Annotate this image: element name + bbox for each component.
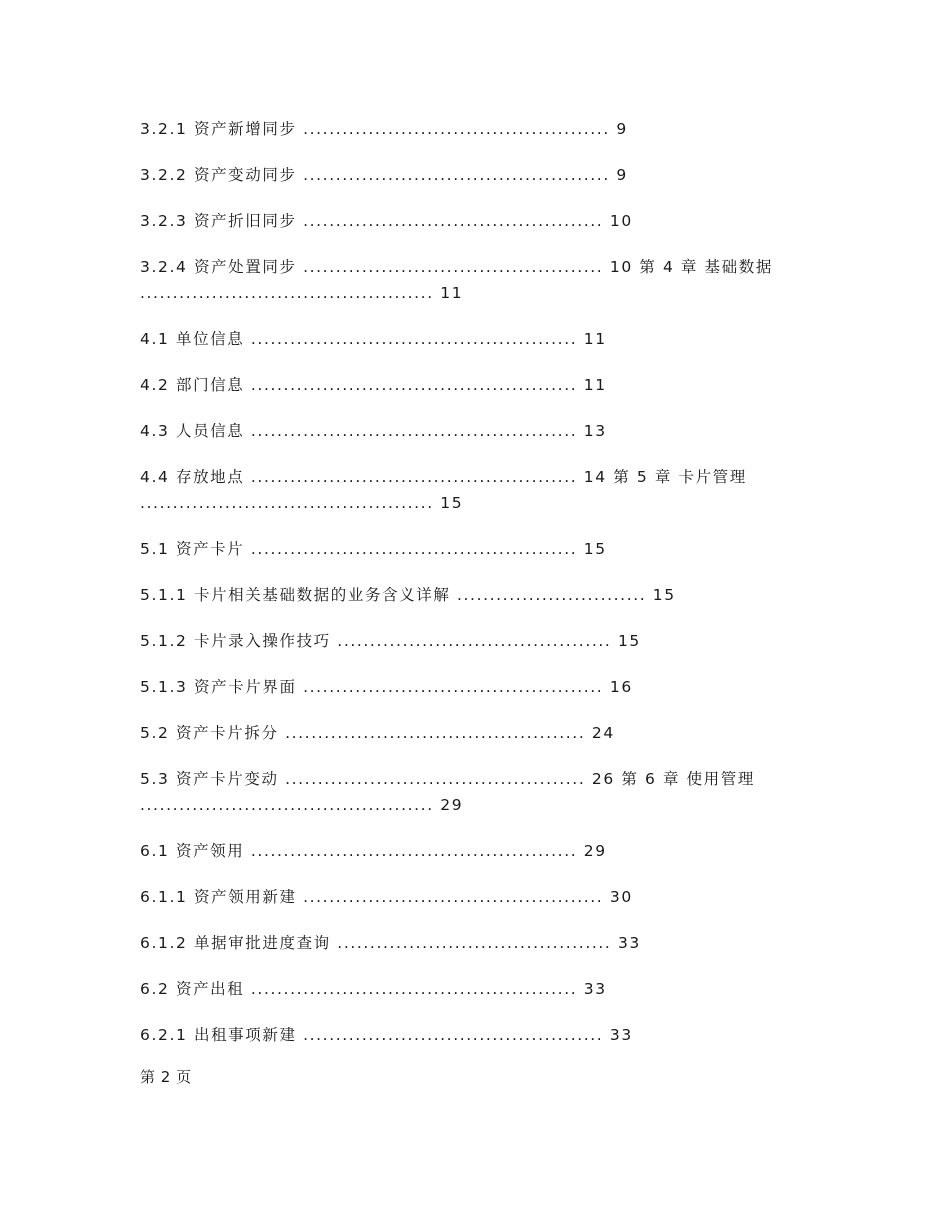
toc-entry-continuation: ............................................. 15 [140,494,464,512]
toc-entry-4-4 [140,464,820,516]
toc-entry-text: 3.2.4 资产处置同步 .............................................. 10 第 4 章 基础数据 [140,258,773,276]
table-of-contents [140,116,820,1068]
page-number-footer: 第 2 页 [140,1068,192,1086]
toc-entry-3-2-4 [140,254,820,306]
toc-entry-5-1-1: 5.1.1 卡片相关基础数据的业务含义详解 ............................. 15 [140,586,676,604]
toc-entry-6-1-1: 6.1.1 资产领用新建 .............................................. 30 [140,888,633,906]
toc-entry-6-2: 6.2 资产出租 .................................................. 33 [140,980,607,998]
toc-entry-5-1-3: 5.1.3 资产卡片界面 .............................................. 16 [140,678,633,696]
toc-entry-5-2: 5.2 资产卡片拆分 .............................................. 24 [140,724,615,742]
toc-entry-3-2-3: 3.2.3 资产折旧同步 .............................................. 10 [140,212,633,230]
toc-entry-6-2-1: 6.2.1 出租事项新建 .............................................. 33 [140,1026,633,1044]
toc-entry-text: 4.4 存放地点 .................................................. 14 第 5 章 卡片管理 [140,468,747,486]
toc-entry-text: 5.3 资产卡片变动 .............................................. 26 第 6 章 使用管理 [140,770,755,788]
toc-entry-3-2-1: 3.2.1 资产新增同步 ............................................... 9 [140,120,628,138]
toc-entry-continuation: ............................................. 29 [140,796,464,814]
toc-entry-4-1: 4.1 单位信息 .................................................. 11 [140,330,607,348]
toc-entry-continuation: ............................................. 11 [140,284,464,302]
toc-entry-4-2: 4.2 部门信息 .................................................. 11 [140,376,607,394]
toc-entry-5-1-2: 5.1.2 卡片录入操作技巧 .......................................... 15 [140,632,641,650]
toc-entry-3-2-2: 3.2.2 资产变动同步 ............................................... 9 [140,166,628,184]
toc-entry-6-1: 6.1 资产领用 .................................................. 29 [140,842,607,860]
toc-entry-4-3: 4.3 人员信息 .................................................. 13 [140,422,607,440]
toc-entry-5-3 [140,766,820,818]
toc-entry-6-1-2: 6.1.2 单据审批进度查询 .......................................... 33 [140,934,641,952]
toc-entry-5-1: 5.1 资产卡片 .................................................. 15 [140,540,607,558]
